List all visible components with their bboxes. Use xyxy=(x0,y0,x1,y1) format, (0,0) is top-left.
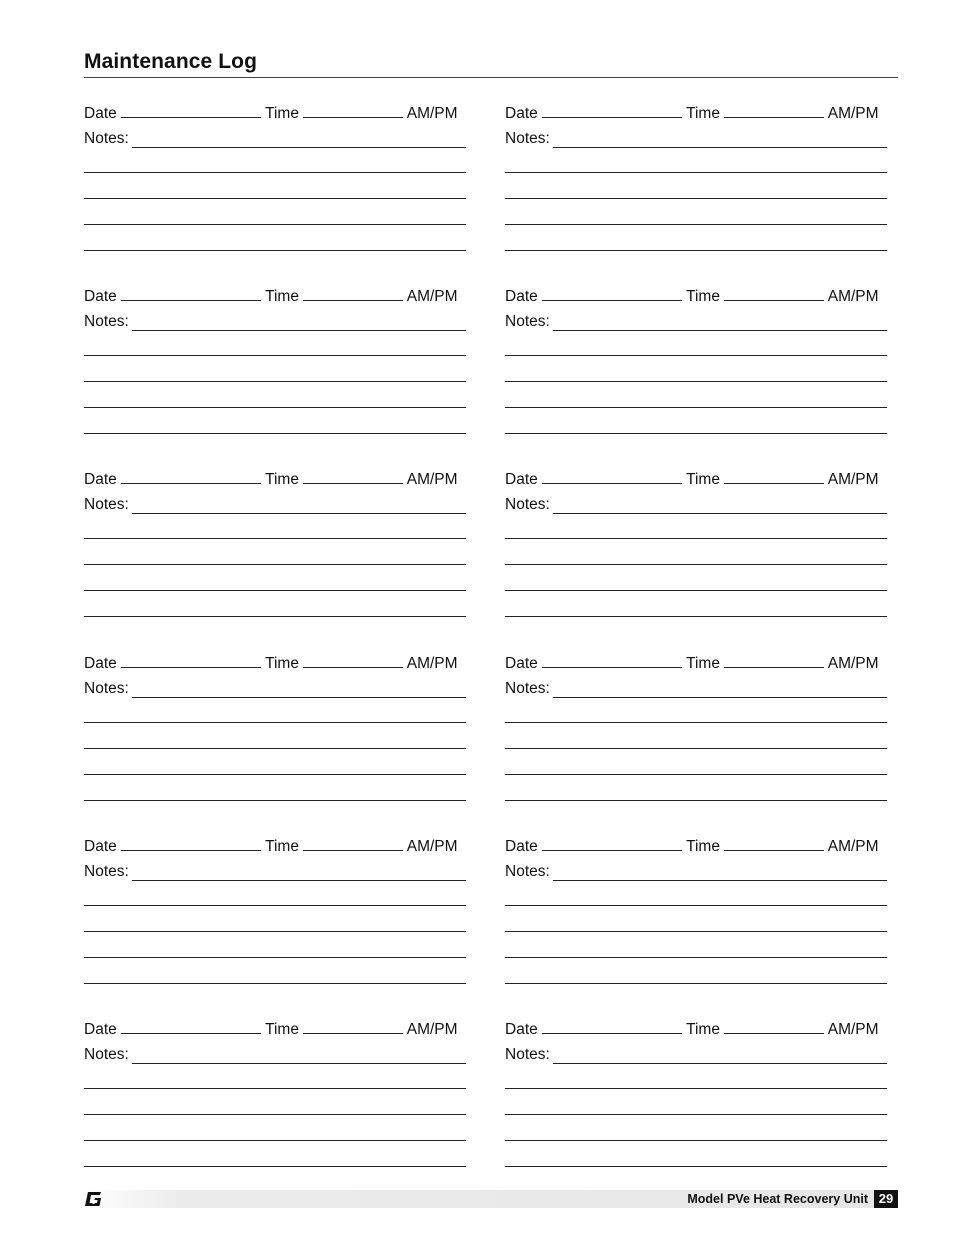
date-label: Date xyxy=(84,838,117,855)
log-entry xyxy=(84,286,470,446)
date-field[interactable] xyxy=(542,653,682,668)
notes-label: Notes: xyxy=(505,863,550,880)
time-field[interactable] xyxy=(303,653,403,668)
date-field[interactable] xyxy=(542,469,682,484)
notes-line[interactable] xyxy=(84,198,466,199)
log-entry xyxy=(505,836,891,996)
notes-line[interactable] xyxy=(505,590,887,591)
notes-line[interactable] xyxy=(553,147,887,148)
notes-line[interactable] xyxy=(553,880,887,881)
notes-line[interactable] xyxy=(505,774,887,775)
notes-label: Notes: xyxy=(505,680,550,697)
date-label: Date xyxy=(505,288,538,305)
notes-line[interactable] xyxy=(553,330,887,331)
notes-label: Notes: xyxy=(505,496,550,513)
notes-line[interactable] xyxy=(505,198,887,199)
notes-line[interactable] xyxy=(505,407,887,408)
notes-label: Notes: xyxy=(84,130,129,147)
date-label: Date xyxy=(505,838,538,855)
log-entry xyxy=(505,1019,891,1179)
notes-line[interactable] xyxy=(84,1114,466,1115)
notes-line[interactable] xyxy=(553,1063,887,1064)
time-label: Time xyxy=(265,471,299,488)
notes-line[interactable] xyxy=(84,722,466,723)
time-field[interactable] xyxy=(724,286,824,301)
notes-line[interactable] xyxy=(84,538,466,539)
notes-line[interactable] xyxy=(84,800,466,801)
notes-line[interactable] xyxy=(84,224,466,225)
time-label: Time xyxy=(265,655,299,672)
time-field[interactable] xyxy=(303,103,403,118)
notes-line[interactable] xyxy=(505,224,887,225)
date-label: Date xyxy=(84,288,117,305)
date-label: Date xyxy=(84,105,117,122)
notes-line[interactable] xyxy=(84,983,466,984)
notes-line[interactable] xyxy=(84,433,466,434)
log-entry xyxy=(84,836,470,996)
notes-line[interactable] xyxy=(505,250,887,251)
date-label: Date xyxy=(505,1021,538,1038)
time-field[interactable] xyxy=(724,836,824,851)
notes-line[interactable] xyxy=(84,748,466,749)
time-label: Time xyxy=(686,1021,720,1038)
time-label: Time xyxy=(686,471,720,488)
notes-line[interactable] xyxy=(84,250,466,251)
date-field[interactable] xyxy=(121,1019,261,1034)
date-label: Date xyxy=(84,471,117,488)
ampm-label: AM/PM xyxy=(827,471,879,488)
date-field[interactable] xyxy=(542,836,682,851)
log-entry xyxy=(505,653,891,813)
notes-line[interactable] xyxy=(505,1140,887,1141)
notes-label: Notes: xyxy=(505,313,550,330)
time-label: Time xyxy=(265,838,299,855)
ampm-label: AM/PM xyxy=(406,288,458,305)
ampm-label: AM/PM xyxy=(406,471,458,488)
time-label: Time xyxy=(265,105,299,122)
notes-line[interactable] xyxy=(84,590,466,591)
notes-line[interactable] xyxy=(132,1063,466,1064)
notes-label: Notes: xyxy=(84,313,129,330)
notes-line[interactable] xyxy=(84,407,466,408)
notes-line[interactable] xyxy=(505,931,887,932)
time-label: Time xyxy=(265,288,299,305)
date-label: Date xyxy=(505,655,538,672)
page-title: Maintenance Log xyxy=(84,50,258,73)
time-field[interactable] xyxy=(303,836,403,851)
log-entry xyxy=(84,469,470,629)
notes-line[interactable] xyxy=(505,800,887,801)
notes-line[interactable] xyxy=(132,147,466,148)
notes-line[interactable] xyxy=(505,172,887,173)
notes-line[interactable] xyxy=(132,697,466,698)
notes-line[interactable] xyxy=(553,513,887,514)
date-label: Date xyxy=(505,105,538,122)
time-field[interactable] xyxy=(724,469,824,484)
notes-label: Notes: xyxy=(505,1046,550,1063)
date-field[interactable] xyxy=(121,286,261,301)
log-entry xyxy=(505,103,891,263)
notes-line[interactable] xyxy=(84,931,466,932)
time-label: Time xyxy=(686,838,720,855)
title-divider xyxy=(84,77,898,78)
ampm-label: AM/PM xyxy=(827,288,879,305)
log-entry xyxy=(505,469,891,629)
notes-line[interactable] xyxy=(84,616,466,617)
ampm-label: AM/PM xyxy=(827,1021,879,1038)
date-field[interactable] xyxy=(121,653,261,668)
ampm-label: AM/PM xyxy=(827,105,879,122)
time-label: Time xyxy=(265,1021,299,1038)
notes-line[interactable] xyxy=(505,538,887,539)
notes-line[interactable] xyxy=(505,983,887,984)
log-entry xyxy=(505,286,891,446)
date-label: Date xyxy=(84,655,117,672)
time-field[interactable] xyxy=(303,1019,403,1034)
ampm-label: AM/PM xyxy=(406,838,458,855)
notes-line[interactable] xyxy=(505,1114,887,1115)
notes-label: Notes: xyxy=(84,680,129,697)
date-label: Date xyxy=(84,1021,117,1038)
notes-line[interactable] xyxy=(84,355,466,356)
notes-line[interactable] xyxy=(84,957,466,958)
ampm-label: AM/PM xyxy=(827,838,879,855)
notes-line[interactable] xyxy=(132,513,466,514)
notes-line[interactable] xyxy=(505,564,887,565)
date-label: Date xyxy=(505,471,538,488)
log-entry xyxy=(84,653,470,813)
notes-line[interactable] xyxy=(84,172,466,173)
notes-line[interactable] xyxy=(505,381,887,382)
notes-line[interactable] xyxy=(505,1166,887,1167)
time-field[interactable] xyxy=(724,653,824,668)
time-field[interactable] xyxy=(303,286,403,301)
greenheck-logo-icon xyxy=(84,1191,102,1207)
ampm-label: AM/PM xyxy=(406,105,458,122)
notes-line[interactable] xyxy=(84,1140,466,1141)
notes-line[interactable] xyxy=(505,722,887,723)
date-field[interactable] xyxy=(121,103,261,118)
date-field[interactable] xyxy=(542,286,682,301)
notes-line[interactable] xyxy=(84,381,466,382)
notes-line[interactable] xyxy=(505,957,887,958)
notes-line[interactable] xyxy=(84,774,466,775)
notes-line[interactable] xyxy=(84,1088,466,1089)
notes-line[interactable] xyxy=(132,880,466,881)
notes-line[interactable] xyxy=(505,1088,887,1089)
date-field[interactable] xyxy=(542,1019,682,1034)
date-field[interactable] xyxy=(121,469,261,484)
notes-line[interactable] xyxy=(84,564,466,565)
time-field[interactable] xyxy=(724,103,824,118)
notes-label: Notes: xyxy=(84,1046,129,1063)
time-field[interactable] xyxy=(724,1019,824,1034)
notes-label: Notes: xyxy=(84,863,129,880)
notes-line[interactable] xyxy=(84,905,466,906)
page-number: 29 xyxy=(874,1190,898,1208)
notes-line[interactable] xyxy=(553,697,887,698)
notes-line[interactable] xyxy=(505,355,887,356)
notes-line[interactable] xyxy=(505,616,887,617)
ampm-label: AM/PM xyxy=(827,655,879,672)
time-label: Time xyxy=(686,655,720,672)
log-entry xyxy=(84,103,470,263)
date-field[interactable] xyxy=(542,103,682,118)
log-entry xyxy=(84,1019,470,1179)
time-field[interactable] xyxy=(303,469,403,484)
ampm-label: AM/PM xyxy=(406,1021,458,1038)
notes-label: Notes: xyxy=(84,496,129,513)
footer-model-name: Model PVe Heat Recovery Unit xyxy=(687,1192,868,1206)
date-field[interactable] xyxy=(121,836,261,851)
time-label: Time xyxy=(686,105,720,122)
notes-line[interactable] xyxy=(505,433,887,434)
notes-line[interactable] xyxy=(505,748,887,749)
notes-line[interactable] xyxy=(505,905,887,906)
ampm-label: AM/PM xyxy=(406,655,458,672)
time-label: Time xyxy=(686,288,720,305)
notes-line[interactable] xyxy=(84,1166,466,1167)
notes-label: Notes: xyxy=(505,130,550,147)
notes-line[interactable] xyxy=(132,330,466,331)
